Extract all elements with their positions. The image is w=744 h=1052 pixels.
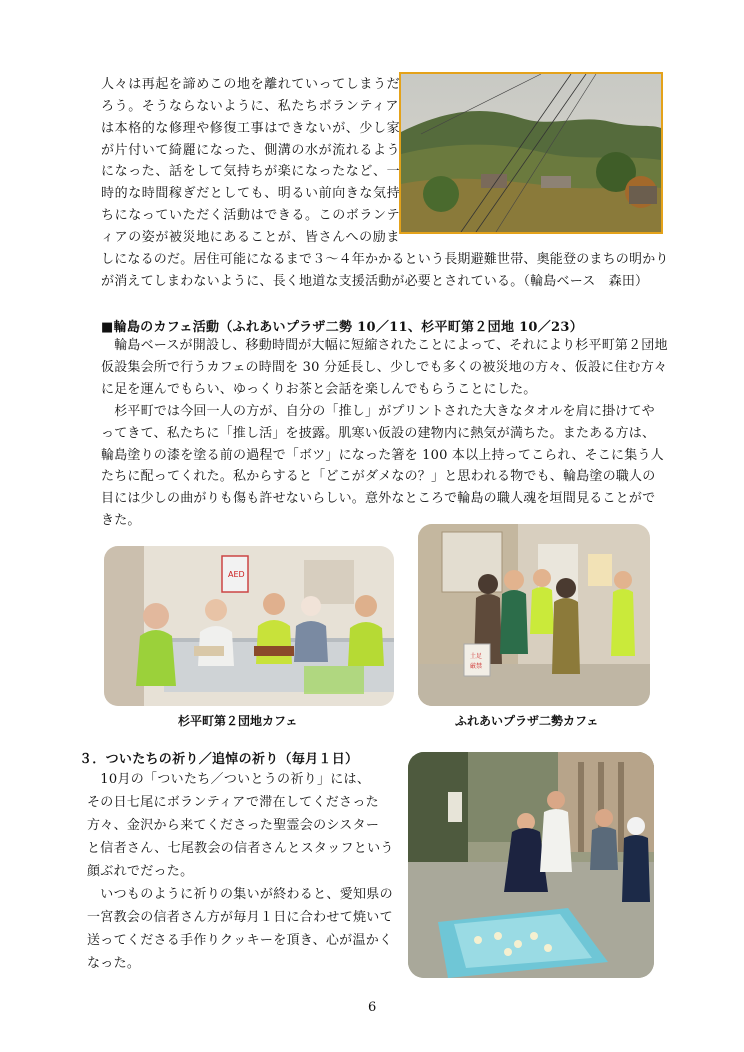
text-line: ってきて、私たちに「推し活」を披露。肌寒い仮設の建物内に熱気が満ちた。またある方は、 [101,426,656,441]
prayer-illustration [408,752,654,978]
text-line: 目には少しの曲がりも傷も許せないらしい。意外なところで輪島の職人魂を垣間見ることがで [101,491,656,506]
text-line: なった。 [87,956,141,971]
text-line: が消えてしまわないように、長く地道な支援活動が必要とされている。（輪島ベース 森田） [101,274,649,289]
cafe-right-photo [418,524,650,706]
text-line: は本格的な修理や修復工事はできないが、少し家 [101,121,401,136]
text-line: しになるのだ。居住可能になるまで３～４年かかるという長期避難世帯、奥能登のまちの明かり [101,252,669,267]
text-line: 杉平町では今回一人の方が、自分の「推し」がプリントされた大きなタオルを肩に掛けてや [101,404,655,419]
section2-heading: ■輪島のカフェ活動（ふれあいプラザ二勢 10／11、杉平町第２団地 10／23） [101,320,584,335]
text-line: に足を運んでもらい、ゆっくりお茶と会話を楽しんでもらうことにした。 [101,382,537,397]
cafe-right-illustration [418,524,650,706]
text-line: 一宮教会の信者さん方が毎月１日に合わせて焼いて [87,910,393,925]
cafe-left-photo [104,546,394,706]
text-line: になった、話をして気持ちが楽になったなど、一 [101,164,401,179]
aed-label: AED [228,570,245,579]
text-line: いつものように祈りの集いが終わると、愛知県の [87,887,393,902]
village-photo-illustration [401,74,661,232]
section3-heading: ３．ついたちの祈り／追悼の祈り（毎月１日） [79,752,359,767]
text-line: その日七尾にボランティアで滞在してくださった [87,795,379,810]
text-line: 仮設集会所で行うカフェの時間を 30 分延長し、少しでも多くの被災地の方々、仮設に住む方々 [101,360,668,375]
text-line: ろう。そうならないように、私たちボランティア [101,99,400,114]
cafe-left-illustration [104,546,394,706]
page-number: 6 [368,1000,377,1015]
caption-right: ふれあいプラザ二勢カフェ [455,714,599,728]
text-line: 人々は再起を諦めこの地を離れていってしまうだ [101,77,401,92]
text-line: たちに配ってくれた。私からすると「どこがダメなの？」と思われる物でも、輪島塗の職人の [101,469,656,484]
text-line: 輪島塗りの漆を塗る前の過程で「ボツ」になった箸を 100 本以上持ってこられ、そこに集う人 [101,448,664,463]
text-line: きた。 [101,513,141,528]
text-line: ちになっていただく活動はできる。このボランテ [101,208,401,223]
text-line: 10月の「ついたち／ついとうの祈り」には、 [87,772,371,787]
sign-text-2: 厳禁 [470,663,483,670]
village-photo [399,72,663,234]
text-line: 時的な時間稼ぎだとしても、明るい前向きな気持 [101,186,401,201]
text-line: 方々、金沢から来てくださった聖霊会のシスター [87,818,380,833]
prayer-photo [408,752,654,978]
text-line: が片付いて綺麗になった、側溝の水が流れるよう [101,143,401,158]
caption-left: 杉平町第２団地カフェ [178,714,298,728]
text-line: 輪島ベースが開設し、移動時間が大幅に短縮されたことによって、それにより杉平町第２団地 [101,338,668,353]
text-line: 顔ぶれでだった。 [87,864,194,879]
text-line: と信者さん、七尾教会の信者さんとスタッフという [87,841,394,856]
sign-text: 土足 [470,653,483,660]
text-line: ィアの姿が被災地にあることが、皆さんへの励ま [101,230,400,245]
text-line: 送ってくださる手作りクッキーを頂き、心が温かく [87,933,393,948]
